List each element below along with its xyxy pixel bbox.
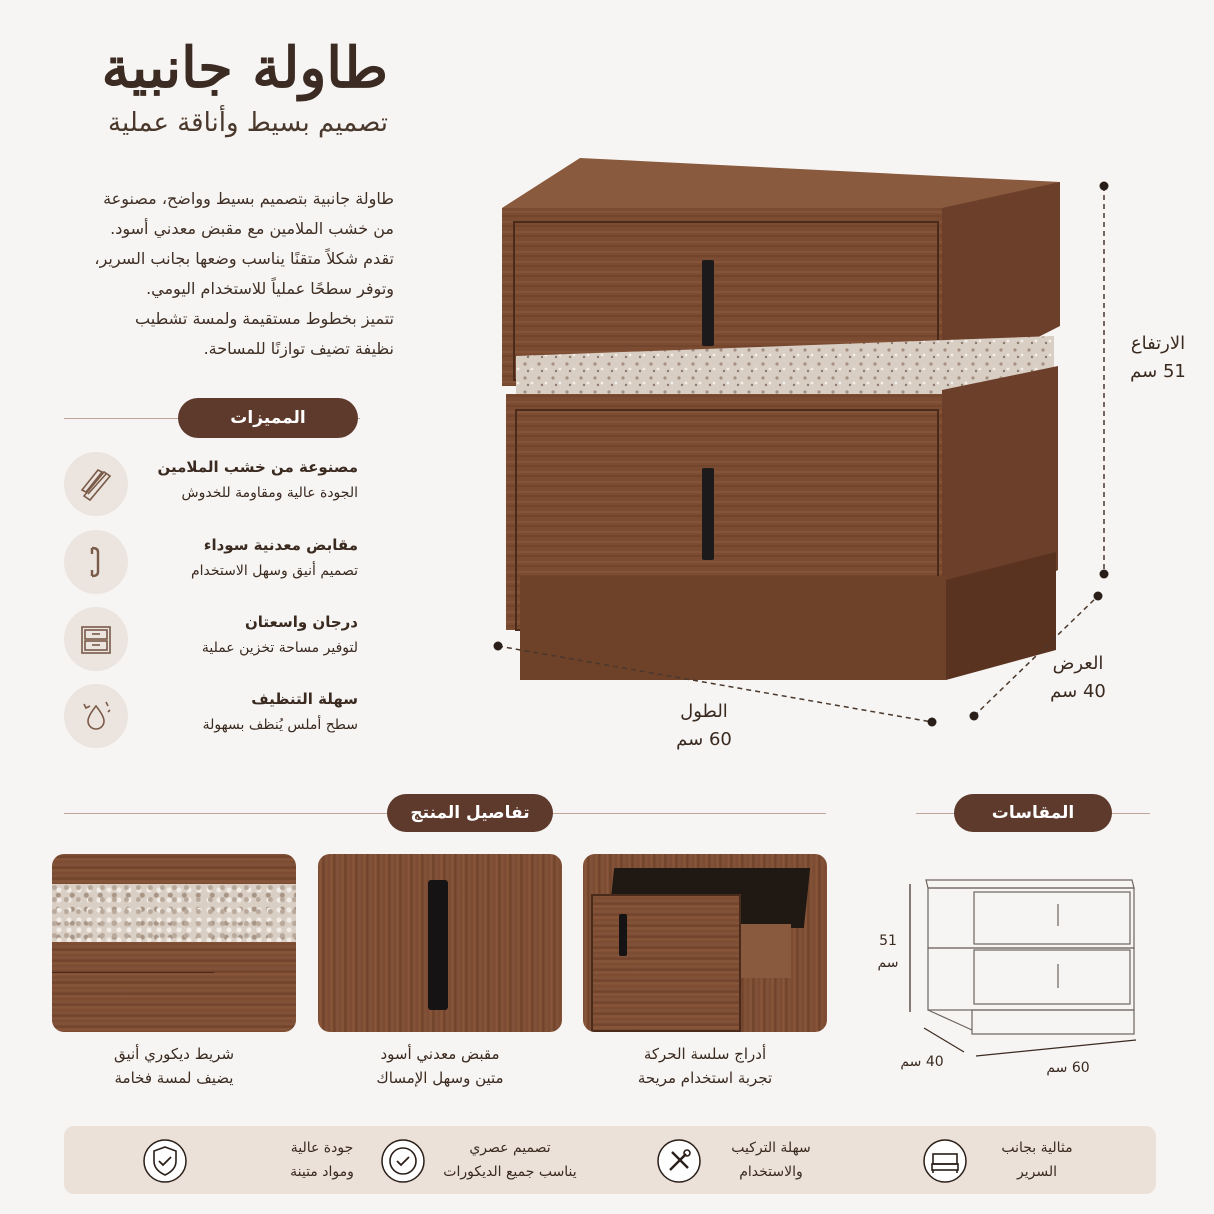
bed-icon — [922, 1138, 968, 1184]
width-value: 40 سم — [1050, 681, 1106, 702]
height-label — [1110, 330, 1206, 386]
benefit-line2: يناسب جميع الديكورات — [443, 1164, 577, 1180]
benefit-line2: ومواد متينة — [290, 1164, 354, 1180]
benefit-item — [656, 1136, 826, 1184]
tools-icon — [656, 1138, 702, 1184]
height-value: 51 سم — [1130, 361, 1186, 382]
detail-caption-title: أدراج سلسة الحركة — [643, 1045, 767, 1063]
page-subtitle: تصميم بسيط وأناقة عملية — [108, 108, 388, 138]
measure-height — [868, 930, 908, 974]
benefit-item — [922, 1136, 1092, 1184]
feature-title: سهلة التنظيف — [251, 690, 358, 708]
detail-caption-title: مقبض معدني أسود — [380, 1045, 500, 1063]
benefit-line1: مثالية بجانب — [1001, 1140, 1073, 1156]
feature-subtitle: سطح أملس يُنظف بسهولة — [202, 717, 358, 733]
benefit-line2: السرير — [1017, 1164, 1057, 1180]
feature-title: درجان واسعتان — [244, 613, 358, 631]
length-label — [656, 698, 752, 754]
detail-caption-subtitle: متين وسهل الإمساك — [376, 1069, 504, 1087]
measure-height-unit: سم — [877, 955, 899, 971]
details-heading: تفاصيل المنتج — [387, 794, 553, 832]
detail-caption — [52, 1042, 296, 1090]
measure-height-value: 51 — [879, 933, 897, 949]
feature-subtitle: الجودة عالية ومقاومة للخدوش — [181, 485, 358, 501]
description-line: نظيفة تضيف توازنًا للمساحة. — [203, 339, 394, 358]
badge-check-icon — [380, 1138, 426, 1184]
length-label-text: الطول — [680, 701, 728, 722]
benefit-item — [380, 1136, 590, 1184]
benefits-band — [64, 1126, 1156, 1194]
feature-title: مصنوعة من خشب الملامين — [157, 458, 358, 476]
measurement-drawing — [880, 870, 1150, 1080]
benefit-line1: تصميم عصري — [469, 1140, 551, 1156]
description-line: وتوفر سطحًا عملياً للاستخدام اليومي. — [146, 279, 394, 298]
benefit-line1: جودة عالية — [290, 1140, 354, 1156]
description-line: طاولة جانبية بتصميم بسيط وواضح، مصنوعة — [103, 189, 394, 208]
detail-photo-band — [52, 854, 296, 1032]
width-label — [1030, 650, 1126, 706]
benefit-line1: سهلة التركيب — [731, 1140, 811, 1156]
measure-depth: 40 سم — [900, 1054, 944, 1070]
detail-caption-subtitle: تجربة استخدام مريحة — [637, 1069, 773, 1087]
benefit-item — [142, 1136, 382, 1184]
page-title: طاولة جانبية — [101, 35, 388, 101]
width-label-text: العرض — [1052, 653, 1104, 674]
length-value: 60 سم — [676, 729, 732, 750]
description-line: تتميز بخطوط مستقيمة ولمسة تشطيب — [134, 309, 394, 328]
height-label-text: الارتفاع — [1130, 333, 1186, 354]
detail-caption — [318, 1042, 562, 1090]
detail-photo-drawer — [583, 854, 827, 1032]
feature-subtitle: لتوفير مساحة تخزين عملية — [201, 640, 358, 656]
detail-photo-handle — [318, 854, 562, 1032]
feature-subtitle: تصميم أنيق وسهل الاستخدام — [190, 563, 358, 579]
benefit-text — [430, 1136, 590, 1184]
shield-check-icon — [142, 1138, 188, 1184]
benefit-line2: والاستخدام — [739, 1164, 803, 1180]
benefit-text — [716, 1136, 826, 1184]
features-heading: المميزات — [178, 398, 358, 438]
benefit-text — [262, 1136, 382, 1184]
description-line: من خشب الملامين مع مقبض معدني أسود. — [110, 219, 394, 238]
description-line: تقدم شكلاً متقنًا يناسب وضعها بجانب السرير، — [94, 249, 394, 268]
detail-caption-subtitle: يضيف لمسة فخامة — [114, 1069, 234, 1087]
feature-title: مقابض معدنية سوداء — [203, 536, 358, 554]
detail-caption — [583, 1042, 827, 1090]
measurements-heading: المقاسات — [954, 794, 1112, 832]
benefit-text — [982, 1136, 1092, 1184]
detail-caption-title: شريط ديكوري أنيق — [113, 1045, 235, 1063]
measure-length: 60 سم — [1046, 1060, 1090, 1076]
